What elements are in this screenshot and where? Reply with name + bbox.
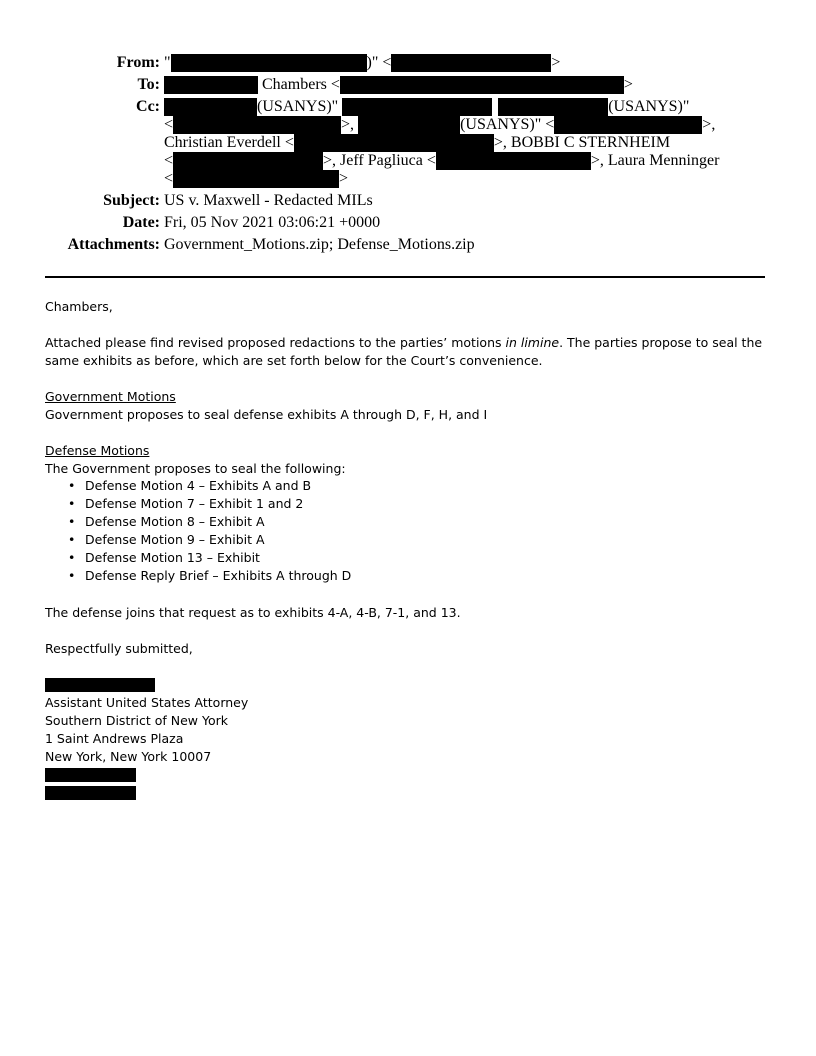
signature-address-1: 1 Saint Andrews Plaza xyxy=(45,731,184,746)
to-value: Chambers < > xyxy=(164,76,633,94)
date-label: Date: xyxy=(122,214,160,231)
government-motions-heading: Government Motions xyxy=(45,389,176,404)
redaction-block xyxy=(391,54,551,72)
to-label: To: xyxy=(137,76,160,93)
redaction-block xyxy=(554,116,702,134)
cc-label: Cc: xyxy=(136,98,160,115)
redaction-block xyxy=(294,134,494,152)
cc-line-1: (USANYS)" (USANYS)" xyxy=(164,98,689,116)
subject-value: US v. Maxwell - Redacted MILs xyxy=(164,192,373,209)
defense-motions-heading: Defense Motions xyxy=(45,443,150,458)
redaction-block xyxy=(171,54,367,72)
list-item: • Defense Motion 9 – Exhibit A xyxy=(60,531,351,549)
cc-line-3: Christian Everdell < >, BOBBI C STERNHEIM xyxy=(164,134,671,151)
list-item: • Defense Motion 4 – Exhibits A and B xyxy=(60,477,351,495)
redaction-block xyxy=(340,76,624,94)
intro-paragraph: Attached please find revised proposed redactions to the parties’ motions in limine. The parties propose to seal the same exhibits as before, which are set forth below for the Court’s convenience. xyxy=(45,335,763,368)
greeting: Chambers, xyxy=(45,299,113,314)
cc-line-5: < > xyxy=(164,170,349,187)
redaction-block xyxy=(164,98,257,116)
redaction-block xyxy=(358,116,460,134)
list-item: • Defense Motion 8 – Exhibit A xyxy=(60,513,351,531)
redaction-block xyxy=(342,98,492,116)
defense-joins-text: The defense joins that request as to exhibits 4-A, 4-B, 7-1, and 13. xyxy=(45,605,461,620)
list-item: • Defense Reply Brief – Exhibits A through D xyxy=(60,567,351,585)
signature-title: Assistant United States Attorney xyxy=(45,695,249,710)
signature-office: Southern District of New York xyxy=(45,713,228,728)
signature-address-2: New York, New York 10007 xyxy=(45,749,212,764)
redacted-signature-phone xyxy=(45,768,136,782)
redaction-block xyxy=(436,152,591,170)
from-label: From: xyxy=(116,54,160,71)
government-motions-text: Government proposes to seal defense exhibits A through D, F, H, and I xyxy=(45,407,488,422)
attachments-label: Attachments: xyxy=(67,236,160,253)
attachments-value[interactable]: Government_Motions.zip; Defense_Motions.zip xyxy=(164,236,475,253)
cc-line-4: < >, Jeff Pagliuca < >, Laura Menninger xyxy=(164,152,720,169)
defense-motions-list xyxy=(60,477,351,585)
redaction-block xyxy=(164,76,258,94)
date-value: Fri, 05 Nov 2021 03:06:21 +0000 xyxy=(164,214,381,231)
list-item: • Defense Motion 13 – Exhibit xyxy=(60,549,351,567)
from-value: " )" < > xyxy=(164,54,561,71)
cc-line-2: < >, (USANYS)" < >, xyxy=(164,116,716,133)
redaction-block xyxy=(498,98,608,116)
subject-label: Subject: xyxy=(103,192,160,209)
defense-motions-intro: The Government proposes to seal the following: xyxy=(45,461,346,476)
redaction-block xyxy=(173,170,339,188)
redacted-signature-email xyxy=(45,786,136,800)
closing: Respectfully submitted, xyxy=(45,641,193,656)
redaction-block xyxy=(173,152,323,170)
header-divider xyxy=(45,276,765,278)
redaction-block xyxy=(173,116,341,134)
list-item: • Defense Motion 7 – Exhibit 1 and 2 xyxy=(60,495,351,513)
redacted-signature-name xyxy=(45,678,155,692)
